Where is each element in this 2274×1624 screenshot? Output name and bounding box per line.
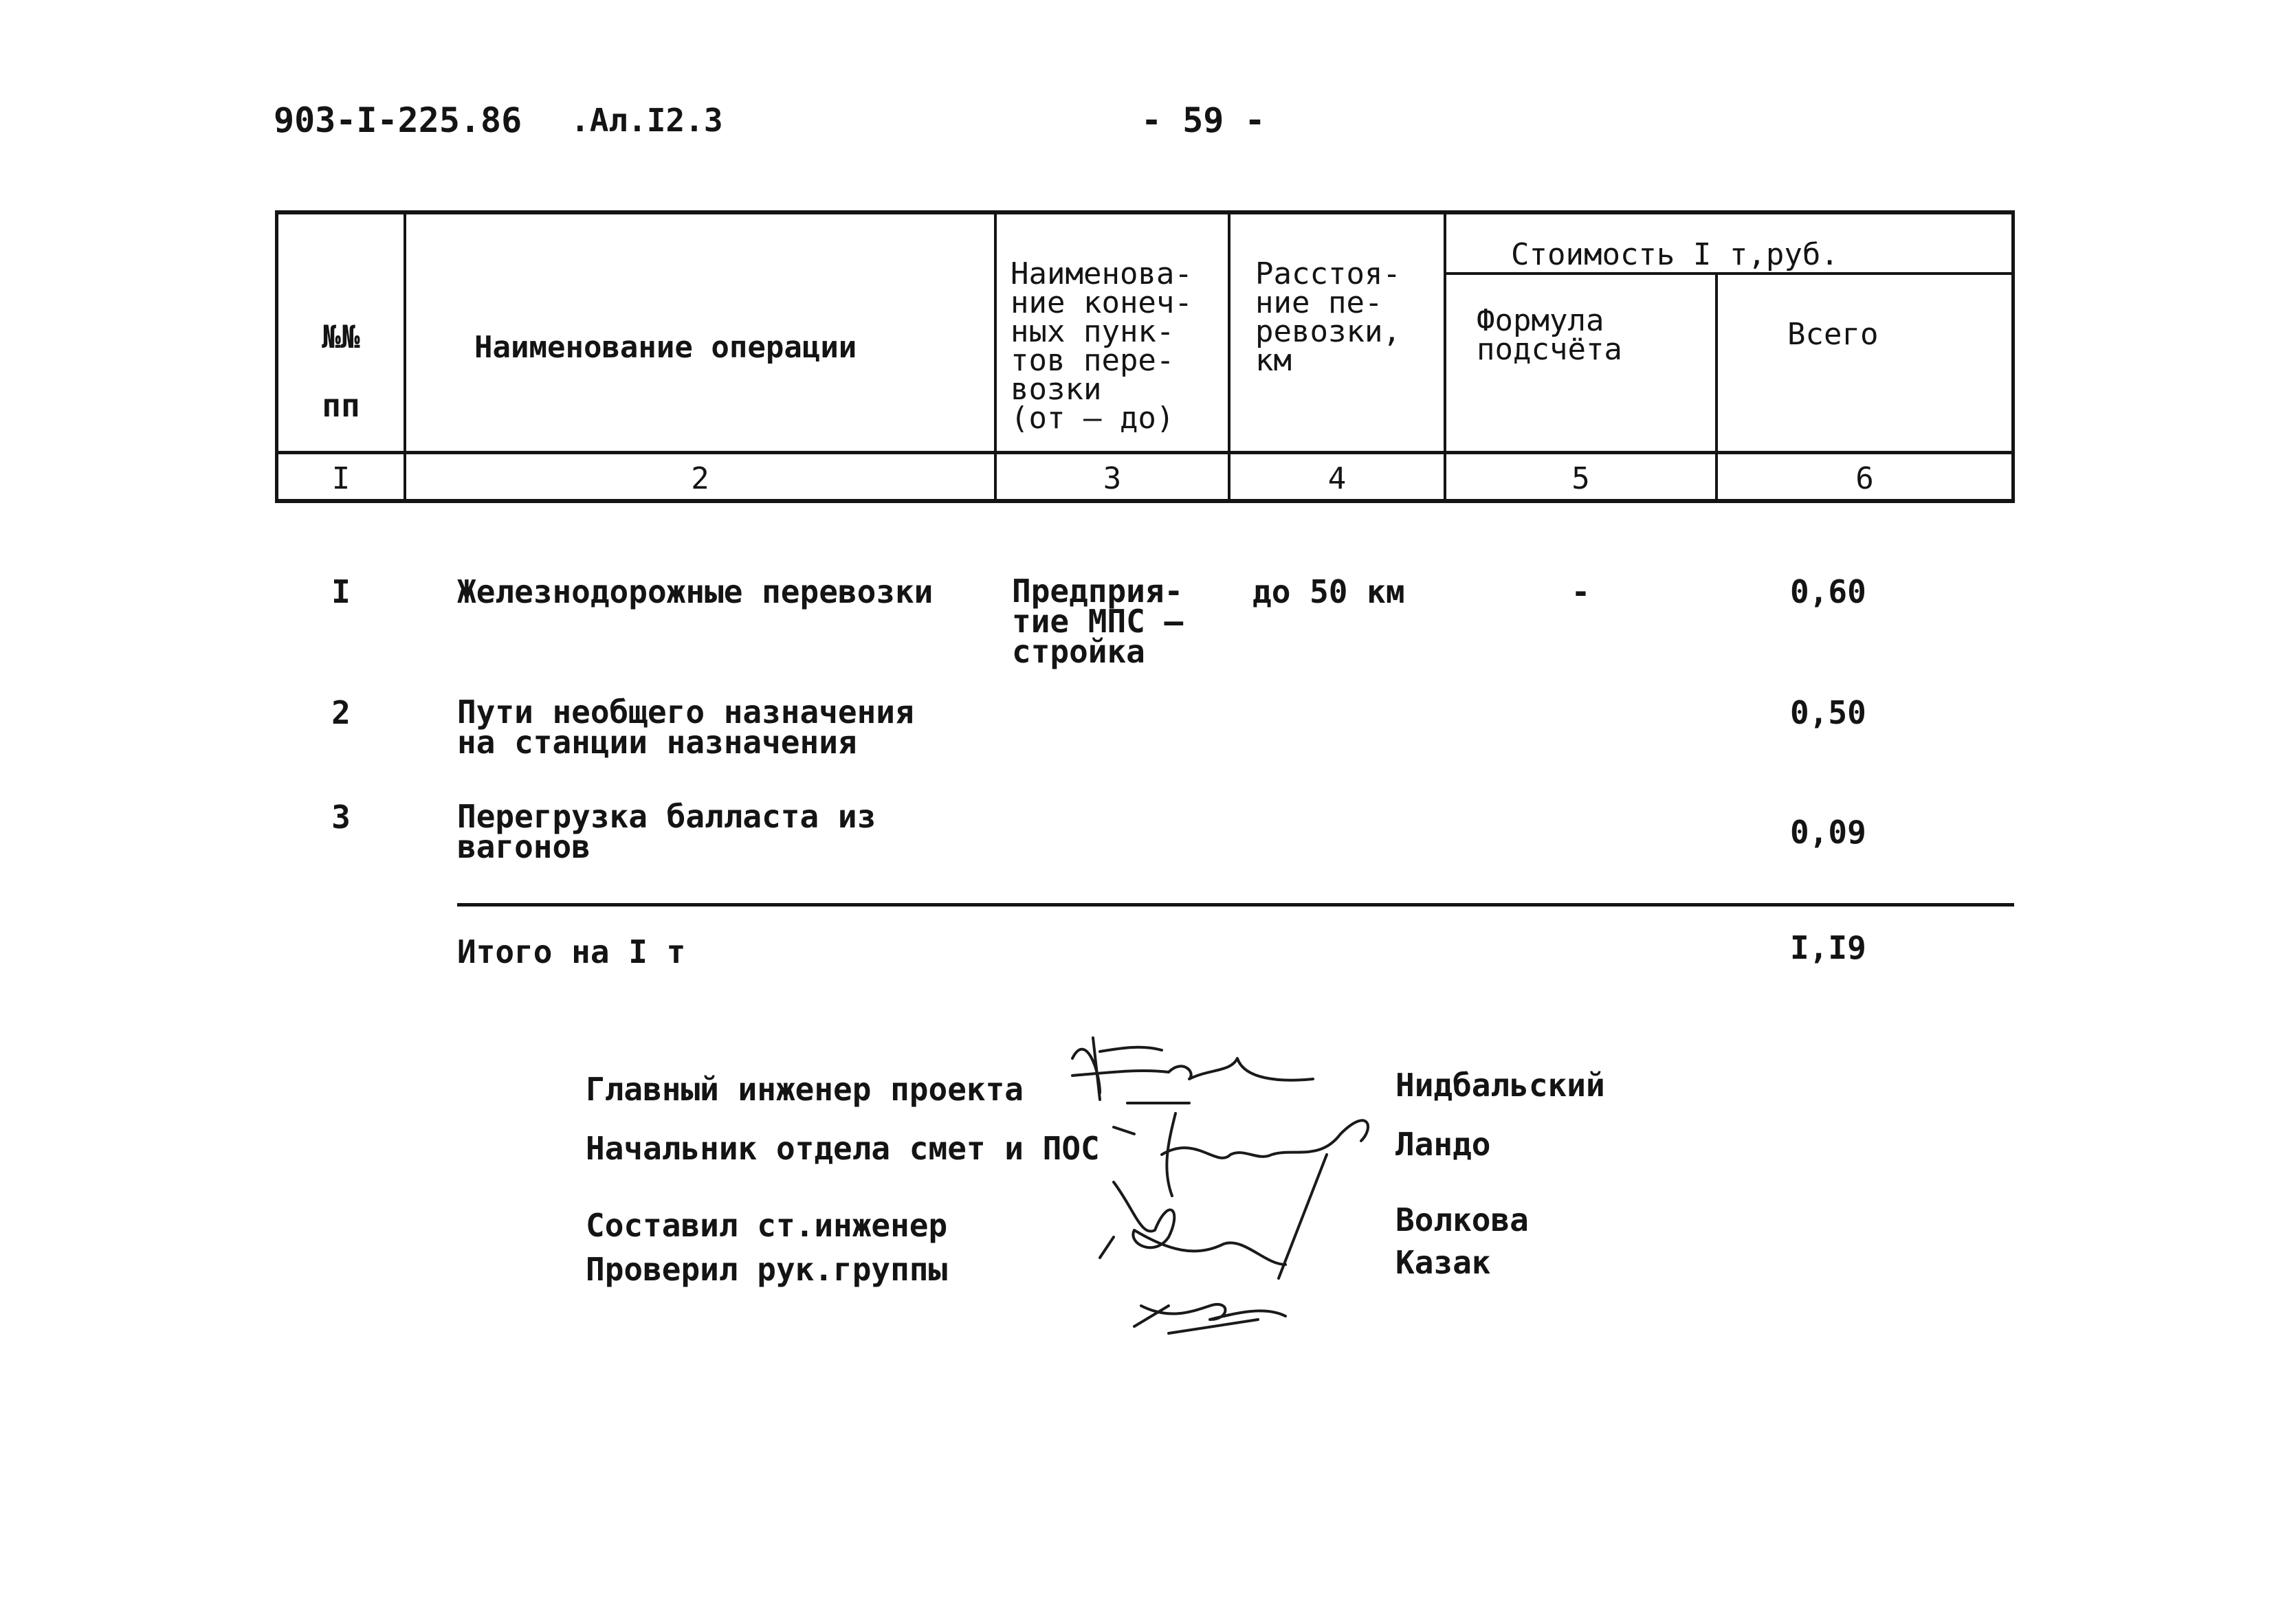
name-head-of-department: Ландо bbox=[1395, 1126, 1491, 1163]
column-number: 6 bbox=[1855, 461, 1874, 496]
doc-code: 903-I-225.86 bbox=[274, 100, 522, 140]
total-value: I,I9 bbox=[1790, 929, 1866, 966]
column-number: 2 bbox=[691, 461, 709, 496]
row-total: 0,60 bbox=[1790, 573, 1866, 610]
name-compiled-by: Волкова bbox=[1395, 1201, 1529, 1238]
row-total: 0,50 bbox=[1790, 694, 1866, 731]
header-operation: Наименование операции bbox=[474, 330, 857, 365]
header-formula: Формула подсчёта bbox=[1477, 303, 1622, 367]
row-number: 2 bbox=[331, 694, 351, 731]
column-number: 3 bbox=[1103, 461, 1122, 496]
row-distance: до 50 км bbox=[1252, 573, 1405, 610]
column-number: I bbox=[331, 461, 351, 496]
album-code: .Ал.I2.3 bbox=[571, 102, 723, 139]
header-distance: Расстоя- ние пе- ревозки, км bbox=[1255, 256, 1401, 378]
header-end-points: Наименова- ние конеч- ных пунк- тов пере- возки (от – до) bbox=[1011, 256, 1193, 436]
row-operation: Железнодорожные перевозки bbox=[457, 573, 934, 610]
role-checked-by: Проверил рук.группы bbox=[586, 1251, 948, 1288]
header-total: Всего bbox=[1787, 317, 1879, 352]
row-total: 0,09 bbox=[1790, 814, 1866, 851]
column-number: 5 bbox=[1571, 461, 1590, 496]
row-end-points: Предприя- тие МПС – стройка bbox=[1012, 572, 1184, 670]
column-number: 4 bbox=[1327, 461, 1347, 496]
role-chief-engineer: Главный инженер проекта bbox=[586, 1071, 1024, 1108]
row-formula: - bbox=[1571, 573, 1591, 610]
row-number: I bbox=[331, 573, 351, 610]
name-chief-engineer: Нидбальский bbox=[1395, 1067, 1605, 1104]
header-cost-group: Стоимость I т,руб. bbox=[1511, 237, 1839, 272]
header-row-number: №№ пп bbox=[322, 318, 360, 424]
row-operation: Перегрузка балласта из вагонов bbox=[457, 798, 876, 865]
total-label: Итого на I т bbox=[457, 933, 686, 970]
row-number: 3 bbox=[331, 799, 351, 836]
row-operation: Пути необщего назначения на станции назначения bbox=[457, 693, 914, 761]
role-compiled-by: Составил ст.инженер bbox=[586, 1207, 948, 1244]
page-number: - 59 - bbox=[1141, 100, 1266, 140]
name-checked-by: Казак bbox=[1395, 1244, 1491, 1281]
role-head-of-department: Начальник отдела смет и ПОС bbox=[586, 1130, 1100, 1167]
